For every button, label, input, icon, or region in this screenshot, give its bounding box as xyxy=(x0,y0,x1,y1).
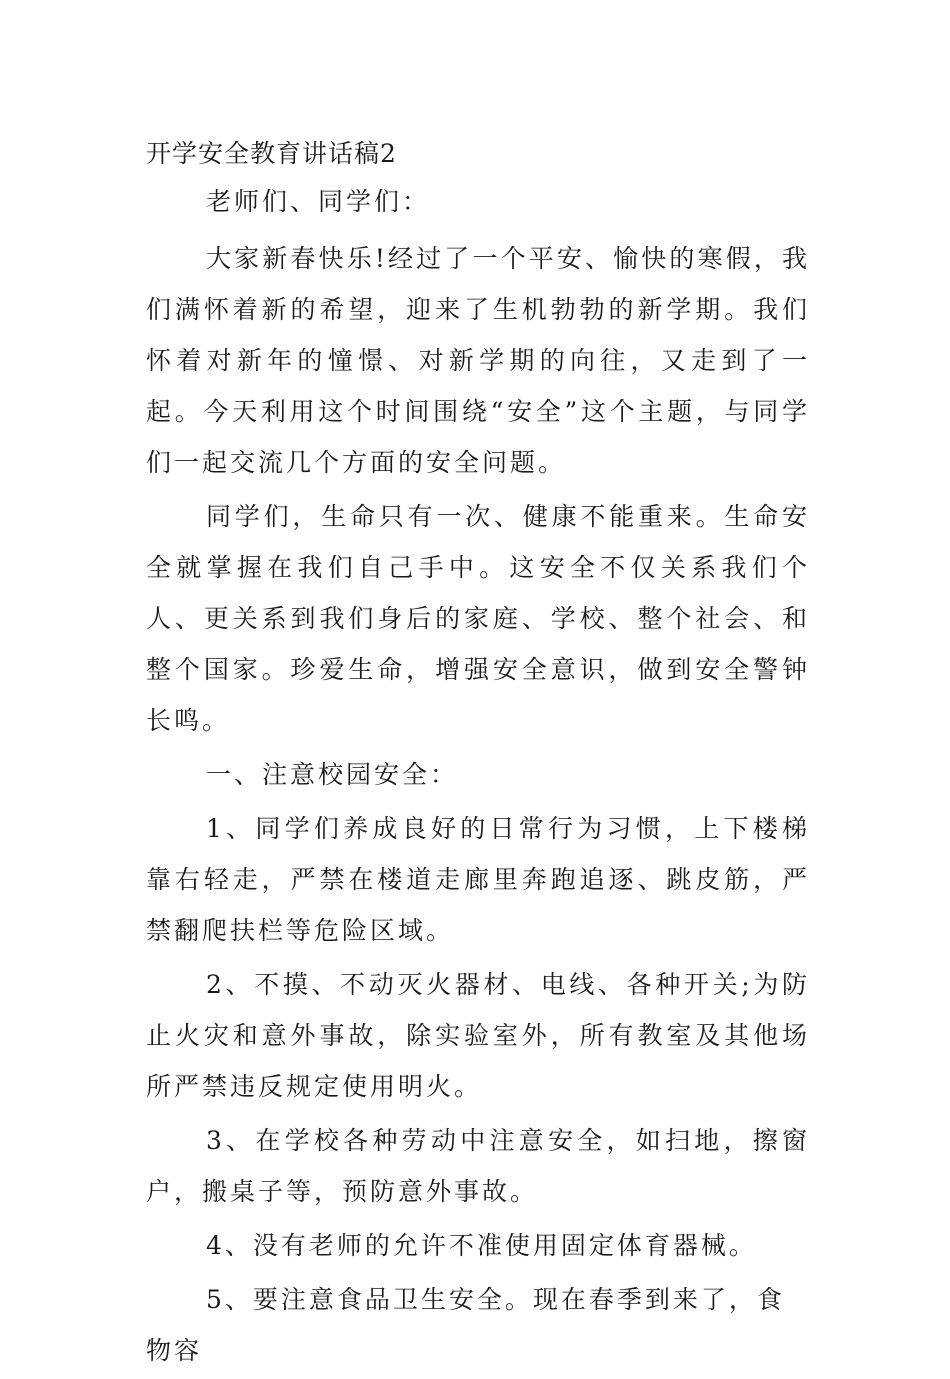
list-item-3: 3、在学校各种劳动中注意安全，如扫地，擦窗户，搬桌子等，预防意外事故。 xyxy=(146,1126,810,1206)
document-body xyxy=(146,176,810,1379)
list-item-5: 5、要注意食品卫生安全。现在春季到来了，食物容 xyxy=(146,1285,785,1365)
section-heading-campus-safety: 一、注意校园安全： xyxy=(206,760,459,789)
list-item-4: 4、没有老师的允许不准使用固定体育器械。 xyxy=(206,1231,757,1260)
document-title: 开学安全教育讲话稿2 xyxy=(146,139,397,168)
greeting-paragraph: 大家新春快乐!经过了一个平安、愉快的寒假，我们满怀着新的希望，迎来了生机勃勃的新学期。我们怀着对新年的憧憬、对新学期的向往，又走到了一起。今天利用这个时间围绕“安全”这个主题，与同学们一起交流几个方面的安全问题。 xyxy=(146,244,810,477)
list-item-2: 2、不摸、不动灭火器材、电线、各种开关;为防止火灾和意外事故，除实验室外，所有教室及其他场所严禁违反规定使用明火。 xyxy=(146,970,810,1101)
list-item-1: 1、同学们养成良好的日常行为习惯，上下楼梯靠右轻走，严禁在楼道走廊里奔跑追逐、跳皮筋，严禁翻爬扶栏等危险区域。 xyxy=(146,814,810,945)
salutation-paragraph: 老师们、同学们： xyxy=(206,187,431,216)
life-safety-paragraph: 同学们，生命只有一次、健康不能重来。生命安全就掌握在我们自己手中。这安全不仅关系我们个人、更关系到我们身后的家庭、学校、整个社会、和整个国家。珍爱生命，增强安全意识，做到安全警钟长鸣。 xyxy=(146,502,810,735)
